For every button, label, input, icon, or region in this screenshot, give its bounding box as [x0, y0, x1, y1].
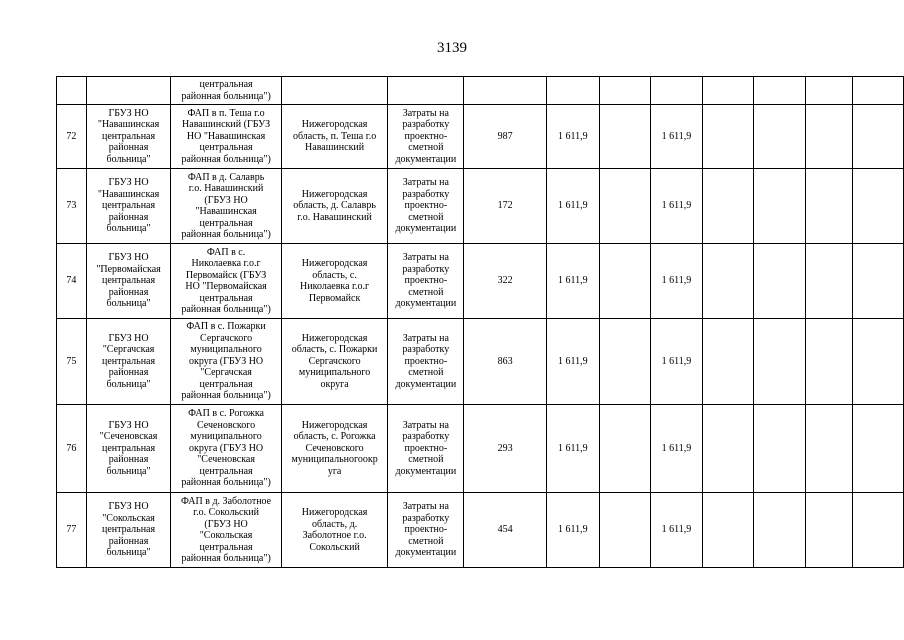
cell-col8 — [599, 405, 650, 493]
cell-col6: 454 — [464, 493, 547, 568]
cell-col8 — [599, 77, 650, 105]
cell-num — [57, 77, 87, 105]
cell-col13 — [852, 169, 903, 244]
cell-col9: 1 611,9 — [650, 319, 703, 405]
cell-purpose: Затраты на разработку проектно- сметной документации — [388, 319, 464, 405]
cell-col12 — [805, 77, 852, 105]
cell-col7: 1 611,9 — [547, 405, 600, 493]
page-number: 3139 — [437, 40, 467, 56]
cell-col8 — [599, 244, 650, 319]
cell-col6: 293 — [464, 405, 547, 493]
data-table — [56, 76, 904, 568]
cell-purpose: Затраты на разработку проектно- сметной документации — [388, 169, 464, 244]
cell-location: Нижегородская область, с. Рогожка Сеченовского муниципальногоокр уга — [281, 405, 388, 493]
table-row-continuation — [57, 77, 904, 105]
cell-object: ФАП в д. Салаврь г.о. Навашинский (ГБУЗ НО "Навашинская центральная районная больница") — [171, 169, 281, 244]
cell-col11 — [754, 493, 805, 568]
cell-col10 — [703, 319, 754, 405]
cell-col11 — [754, 405, 805, 493]
cell-col13 — [852, 77, 903, 105]
cell-object: центральная районная больница") — [171, 77, 281, 105]
cell-col7 — [547, 77, 600, 105]
cell-num: 76 — [57, 405, 87, 493]
cell-location: Нижегородская область, д. Заболотное г.о. Сокольский — [281, 493, 388, 568]
cell-col6: 863 — [464, 319, 547, 405]
cell-purpose: Затраты на разработку проектно- сметной документации — [388, 105, 464, 169]
cell-col9 — [650, 77, 703, 105]
cell-col11 — [754, 169, 805, 244]
cell-col11 — [754, 105, 805, 169]
cell-col10 — [703, 77, 754, 105]
cell-col6 — [464, 77, 547, 105]
cell-num: 75 — [57, 319, 87, 405]
cell-col12 — [805, 244, 852, 319]
cell-object: ФАП в д. Заболотное г.о. Сокольский (ГБУЗ НО "Сокольская центральная районная больница") — [171, 493, 281, 568]
cell-col13 — [852, 493, 903, 568]
cell-object: ФАП в с. Николаевка г.о.г Первомайск (ГБУЗ НО "Первомайская центральная районная больница") — [171, 244, 281, 319]
cell-org: ГБУЗ НО "Навашинская центральная районная больница" — [86, 169, 171, 244]
cell-col6: 172 — [464, 169, 547, 244]
cell-col10 — [703, 105, 754, 169]
cell-col11 — [754, 319, 805, 405]
table-row — [57, 319, 904, 405]
cell-org — [86, 77, 171, 105]
cell-col13 — [852, 405, 903, 493]
cell-org: ГБУЗ НО "Сеченовская центральная районная больница" — [86, 405, 171, 493]
cell-col10 — [703, 405, 754, 493]
cell-col6: 322 — [464, 244, 547, 319]
table-row — [57, 244, 904, 319]
cell-location: Нижегородская область, п. Теша г.о Навашинский — [281, 105, 388, 169]
cell-col10 — [703, 244, 754, 319]
cell-col9: 1 611,9 — [650, 493, 703, 568]
cell-num: 77 — [57, 493, 87, 568]
cell-col8 — [599, 105, 650, 169]
cell-col13 — [852, 319, 903, 405]
cell-location — [281, 77, 388, 105]
cell-col10 — [703, 169, 754, 244]
table-row — [57, 493, 904, 568]
cell-col12 — [805, 169, 852, 244]
cell-col9: 1 611,9 — [650, 244, 703, 319]
cell-org: ГБУЗ НО "Навашинская центральная районная больница" — [86, 105, 171, 169]
cell-col12 — [805, 493, 852, 568]
cell-col12 — [805, 319, 852, 405]
cell-num: 74 — [57, 244, 87, 319]
cell-object: ФАП в с. Пожарки Сергачского муниципального округа (ГБУЗ НО "Сергачская центральная районная больница") — [171, 319, 281, 405]
cell-col9: 1 611,9 — [650, 105, 703, 169]
cell-location: Нижегородская область, д. Салаврь г.о. Навашинский — [281, 169, 388, 244]
cell-col6: 987 — [464, 105, 547, 169]
cell-location: Нижегородская область, с. Пожарки Сергачского муниципального округа — [281, 319, 388, 405]
cell-purpose: Затраты на разработку проектно- сметной документации — [388, 405, 464, 493]
cell-col8 — [599, 169, 650, 244]
cell-num: 73 — [57, 169, 87, 244]
cell-location: Нижегородская область, с. Николаевка г.о.г Первомайск — [281, 244, 388, 319]
cell-col12 — [805, 105, 852, 169]
cell-col7: 1 611,9 — [547, 319, 600, 405]
cell-object: ФАП в п. Теша г.о Навашинский (ГБУЗ НО "Навашинская центральная районная больница") — [171, 105, 281, 169]
cell-col9: 1 611,9 — [650, 405, 703, 493]
cell-purpose: Затраты на разработку проектно- сметной документации — [388, 244, 464, 319]
cell-col11 — [754, 77, 805, 105]
cell-org: ГБУЗ НО "Сокольская центральная районная больница" — [86, 493, 171, 568]
cell-purpose — [388, 77, 464, 105]
cell-col12 — [805, 405, 852, 493]
cell-num: 72 — [57, 105, 87, 169]
table-row — [57, 105, 904, 169]
cell-col7: 1 611,9 — [547, 105, 600, 169]
table-row — [57, 405, 904, 493]
table-row — [57, 169, 904, 244]
cell-col9: 1 611,9 — [650, 169, 703, 244]
cell-col13 — [852, 105, 903, 169]
cell-org: ГБУЗ НО "Сергачская центральная районная больница" — [86, 319, 171, 405]
cell-col10 — [703, 493, 754, 568]
cell-col7: 1 611,9 — [547, 169, 600, 244]
cell-col8 — [599, 493, 650, 568]
cell-col8 — [599, 319, 650, 405]
cell-purpose: Затраты на разработку проектно- сметной документации — [388, 493, 464, 568]
cell-col11 — [754, 244, 805, 319]
cell-col13 — [852, 244, 903, 319]
cell-org: ГБУЗ НО "Первомайская центральная районная больница" — [86, 244, 171, 319]
cell-object: ФАП в с. Рогожка Сеченовского муниципального округа (ГБУЗ НО "Сеченовская центральная районная больница") — [171, 405, 281, 493]
cell-col7: 1 611,9 — [547, 493, 600, 568]
cell-col7: 1 611,9 — [547, 244, 600, 319]
